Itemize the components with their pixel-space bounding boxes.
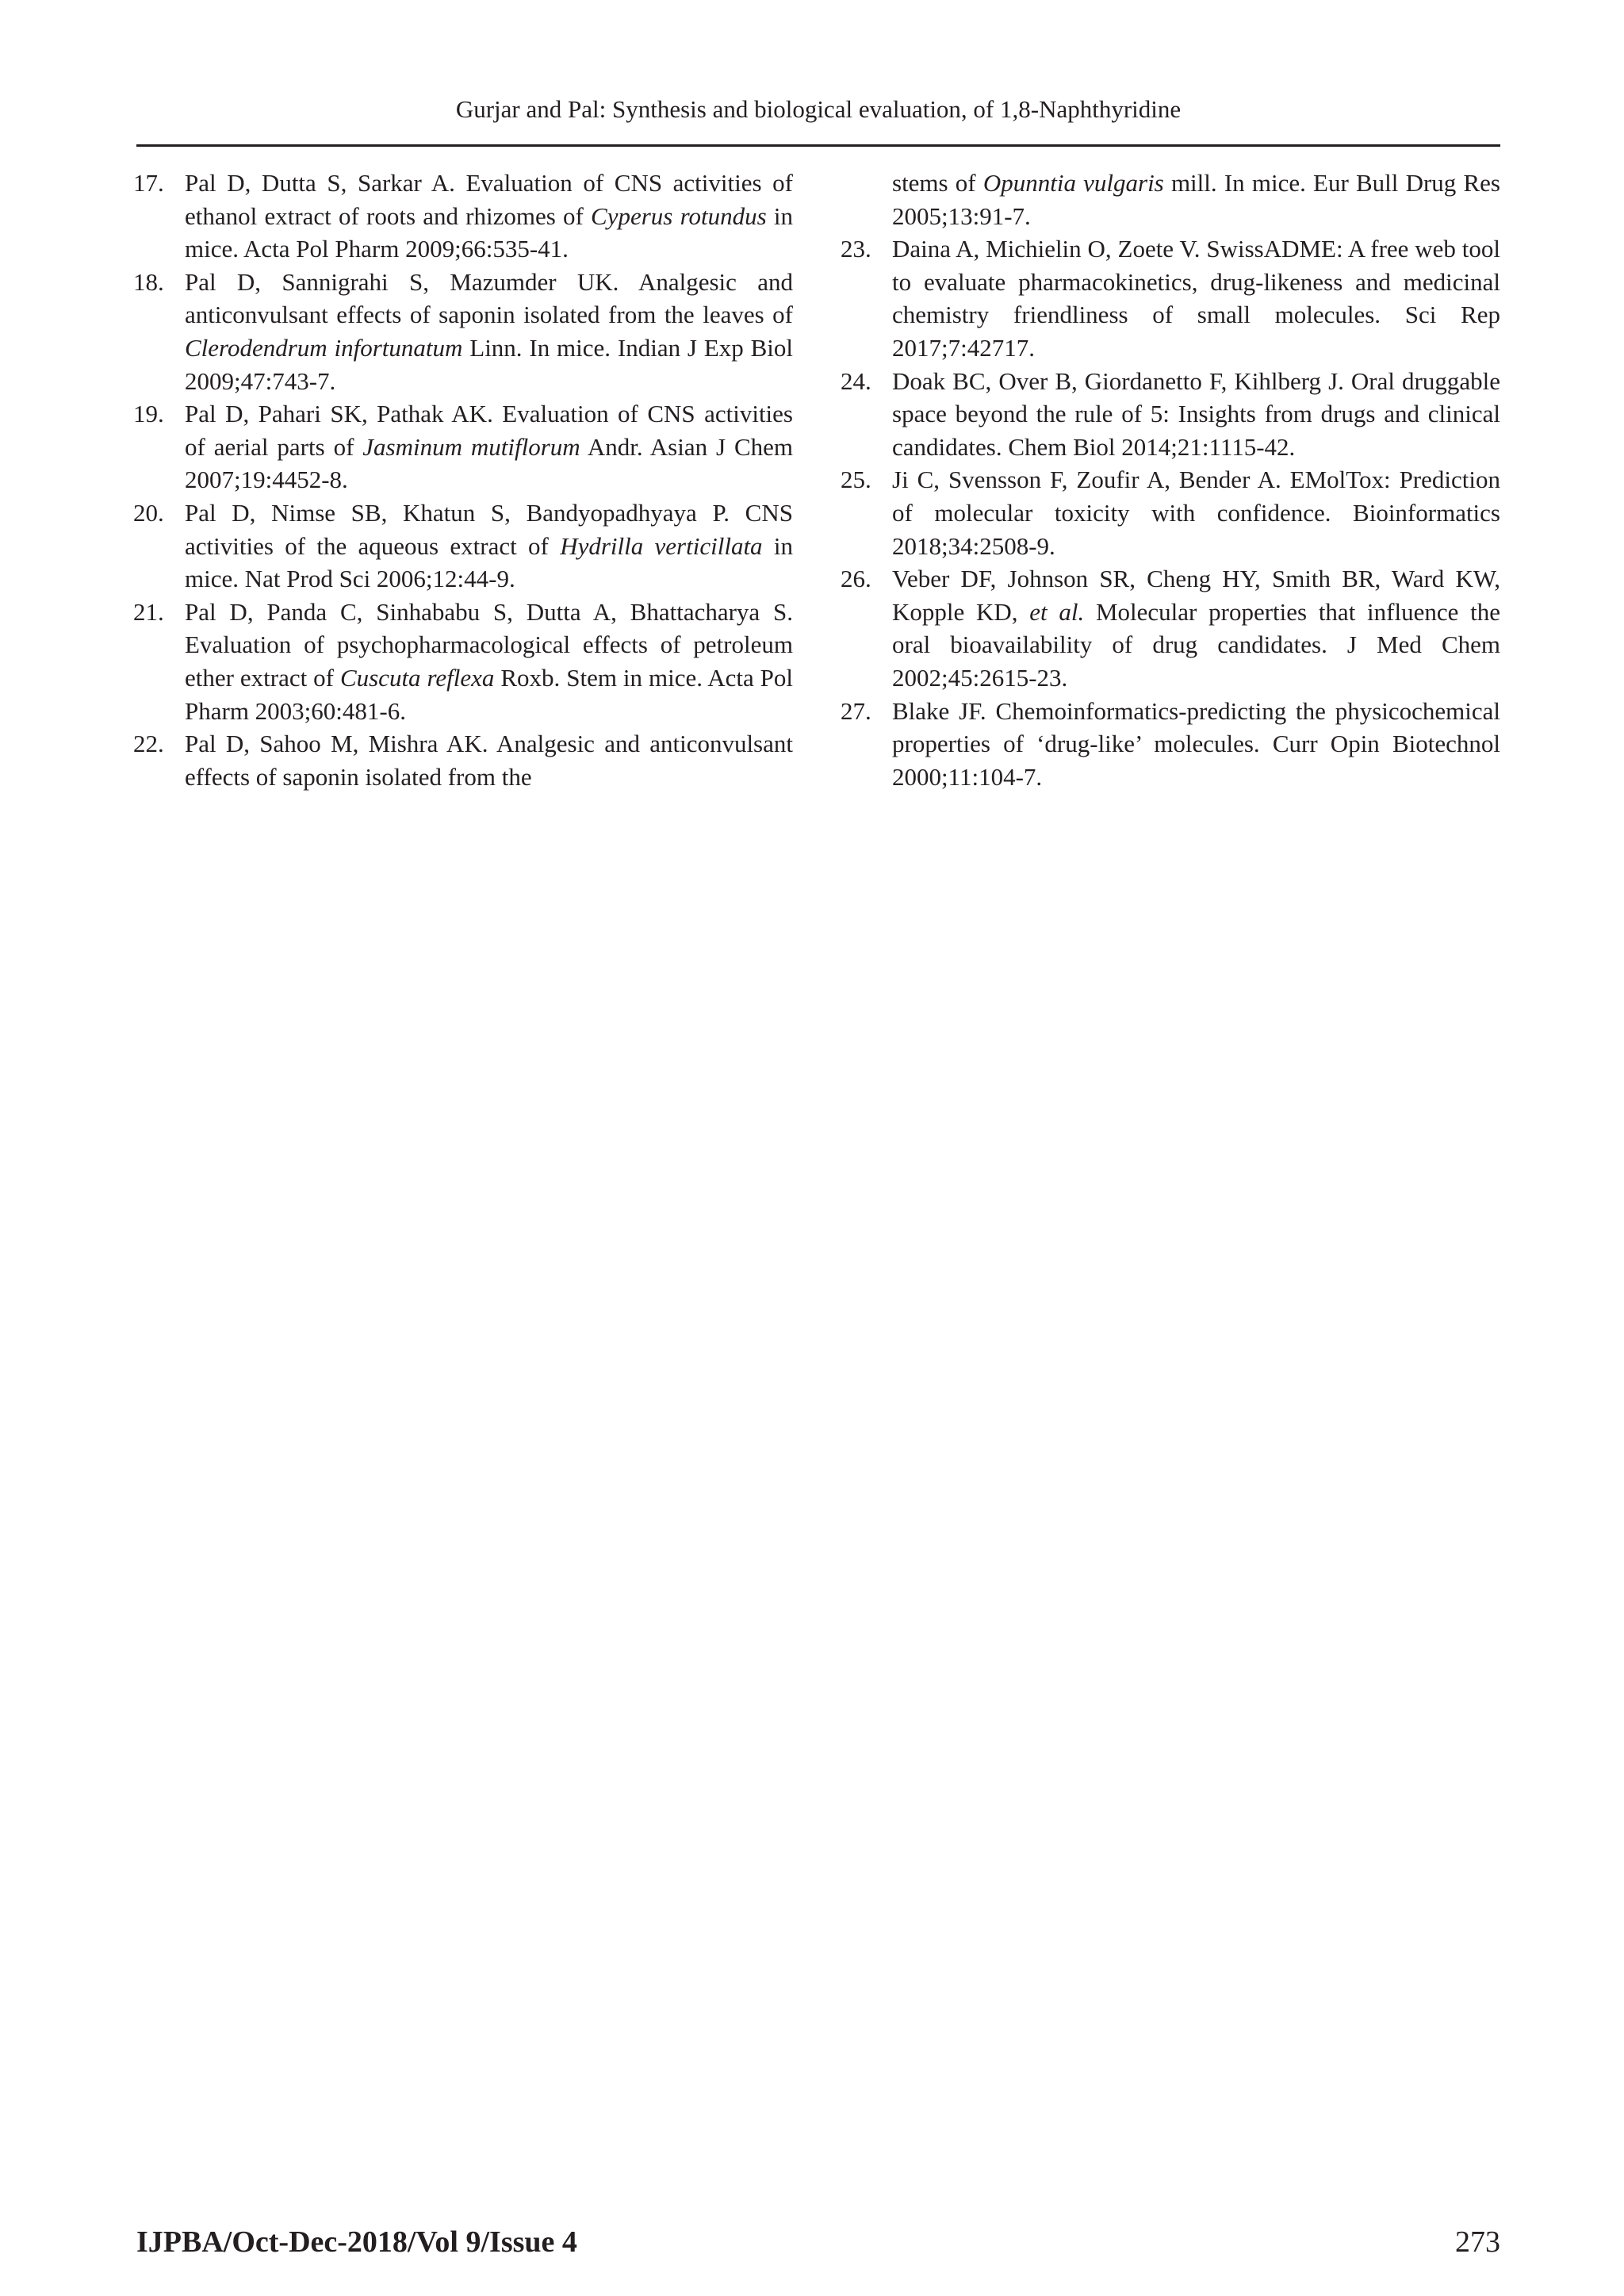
reference-item [841, 232, 1500, 364]
reference-number: 25. [841, 466, 871, 494]
footer-journal-issue: IJPBA/Oct-Dec-2018/Vol 9/Issue 4 [136, 2225, 577, 2259]
reference-number: 24. [841, 366, 871, 395]
reference-text: Doak BC, Over B, Giordanetto F, Kihlberg J. Oral druggable space beyond the rule of 5: Insights from drugs and clinical candidates. Chem Biol 2014;21:1115-42. [892, 366, 1500, 461]
reference-item [841, 562, 1500, 694]
reference-italic-text: Jasminum mutiflorum [362, 432, 580, 461]
reference-text: Pal D, Sahoo M, Mishra AK. Analgesic and anticonvulsant effects of saponin isolated from the [185, 730, 793, 791]
reference-item [841, 463, 1500, 562]
reference-text: Pal D, Pahari SK, Pathak AK. Evaluation of CNS activities of aerial parts of [185, 400, 793, 461]
reference-item [133, 266, 793, 397]
reference-number: 22. [133, 730, 164, 758]
reference-item [133, 727, 793, 793]
reference-text: Linn. In mice. Indian J Exp Biol 2009;47:743-7. [185, 333, 794, 395]
references-right-column [841, 167, 1500, 793]
page-number: 273 [1455, 2225, 1500, 2259]
reference-text: Pal D, Nimse SB, Khatun S, Bandyopadhyaya P. CNS activities of the aqueous extract of [185, 498, 793, 560]
reference-text: mill. In mice. Eur Bull Drug Res 2005;13:91-7. [892, 169, 1500, 230]
reference-text: in mice. Acta Pol Pharm 2009;66:535-41. [185, 201, 793, 263]
references-left-column [133, 167, 793, 793]
reference-italic-text: Cyperus rotundus [591, 201, 767, 230]
reference-text: in mice. Nat Prod Sci 2006;12:44-9. [185, 531, 793, 593]
reference-item [133, 496, 793, 596]
reference-text: Roxb. Stem in mice. Acta Pol Pharm 2003;60:481-6. [185, 663, 794, 725]
reference-text: Pal D, Sannigrahi S, Mazumder UK. Analgesic and anticonvulsant effects of saponin isolated from the leaves of [185, 267, 793, 329]
reference-text: Blake JF. Chemoinformatics-predicting the physicochemical properties of ‘drug-like’ molecules. Curr Opin Biotechnol 2000;11:104-7. [892, 696, 1500, 791]
reference-italic-text: Cuscuta reflexa [339, 663, 495, 692]
reference-number: 27. [841, 696, 871, 725]
reference-text: Pal D, Panda C, Sinhababu S, Dutta A, Bhattacharya S. Evaluation of psychopharmacological effects of petroleum ether extract of [185, 597, 793, 692]
reference-item-continued [841, 167, 1500, 232]
reference-text: Ji C, Svensson F, Zoufir A, Bender A. EMolTox: Prediction of molecular toxicity with confidence. Bioinformatics 2018;34:2508-9. [892, 466, 1500, 560]
reference-italic-text: Hydrilla verticillata [560, 531, 763, 560]
reference-italic-text: Opunntia vulgaris [982, 169, 1164, 197]
reference-item [133, 596, 793, 727]
reference-italic-text: et al. [1029, 597, 1085, 626]
reference-text: Andr. Asian J Chem 2007;19:4452-8. [185, 432, 794, 494]
reference-item [841, 695, 1500, 794]
reference-number: 19. [133, 400, 164, 428]
reference-text: Daina A, Michielin O, Zoete V. SwissADME: A free web tool to evaluate pharmacokinetics, drug-likeness and medicinal chemistry friendliness of small molecules. Sci Rep 2017;7:42717. [892, 235, 1500, 362]
running-title: Gurjar and Pal: Synthesis and biological evaluation, of 1,8-Naphthyridine [455, 95, 1182, 123]
reference-text: stems of [892, 169, 983, 197]
reference-item [841, 365, 1500, 464]
reference-number: 21. [133, 597, 164, 626]
reference-number: 17. [133, 169, 164, 197]
reference-item [133, 397, 793, 496]
reference-text: Molecular properties that influence the oral bioavailability of drug candidates. J Med Chem 2002;45:2615-23. [892, 597, 1500, 692]
reference-text: Veber DF, Johnson SR, Cheng HY, Smith BR, Ward KW, Kopple KD, [892, 565, 1500, 626]
header-rule [136, 144, 1500, 147]
reference-item [133, 167, 793, 266]
reference-number: 20. [133, 498, 164, 527]
reference-number: 23. [841, 235, 871, 263]
reference-text: Pal D, Dutta S, Sarkar A. Evaluation of CNS activities of ethanol extract of roots and rhizomes of [185, 169, 793, 230]
reference-italic-text: Clerodendrum infortunatum [185, 333, 463, 362]
reference-number: 26. [841, 565, 871, 593]
reference-number: 18. [133, 267, 164, 296]
